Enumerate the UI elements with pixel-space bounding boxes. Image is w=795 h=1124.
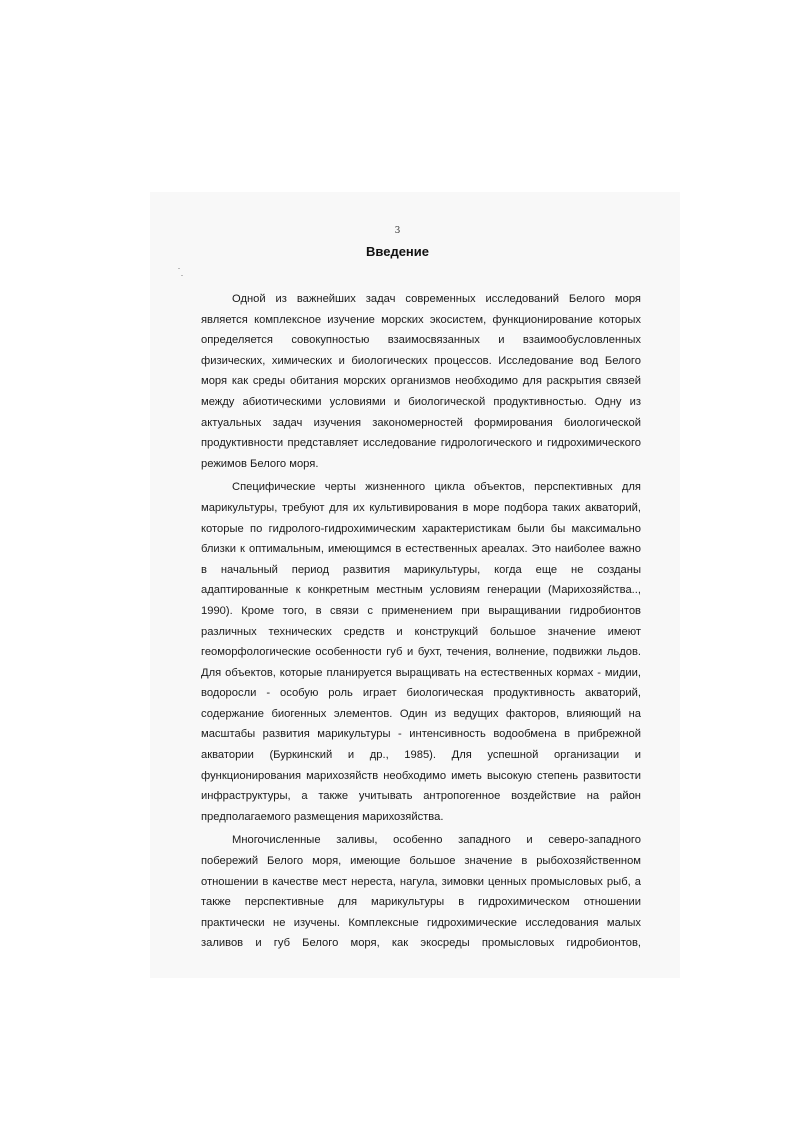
body-text [201, 289, 641, 954]
text-line: геоморфологические особенности губ и бухт, течения, волнение, подвижки льдов. [201, 646, 641, 659]
text-line: также перспективные для марикультуры в гидрохимическом отношении [201, 896, 641, 909]
text-line: побережий Белого моря, имеющие большое значение в рыбохозяйственном [201, 855, 641, 868]
text-line: является комплексное изучение морских экосистем, функционирование которых [201, 313, 641, 326]
page-number: 3 [394, 226, 401, 236]
text-line: адаптированные к конкретным местным условиям генерации (Марихозяйства.., [201, 584, 641, 597]
text-line: инфраструктуры, а также учитывать антропогенное воздействие на район [201, 790, 641, 803]
text-line: определяется совокупностью взаимосвязанных и взаимообусловленных [201, 334, 641, 347]
text-line: продуктивности представляет исследование гидрологического и гидрохимического [201, 437, 641, 450]
text-line: водоросли - особую роль играет биологическая продуктивность акваторий, [201, 687, 641, 700]
text-line: Для объектов, которые планируется выращивать на естественных кормах - мидии, [201, 666, 641, 679]
text-line: предполагаемого размещения марихозяйства. [201, 810, 444, 823]
scan-speck [181, 275, 183, 276]
text-line: в начальный период развития марикультуры, когда еще не созданы [201, 563, 641, 576]
text-line: Одной из важнейших задач современных исследований Белого моря [232, 293, 641, 305]
text-line: моря как среды обитания морских организмов необходимо для раскрытия связей [201, 375, 641, 388]
text-line: заливов и губ Белого моря, как экосреды промысловых гидробионтов, [201, 937, 641, 950]
text-line: между абиотическими условиями и биологической продуктивностью. Одну из [201, 395, 641, 408]
text-line: различных технических средств и конструкций большое значение имеют [201, 625, 641, 638]
text-line: отношении в качестве мест нереста, нагула, зимовки ценных промысловых рыб, а [201, 875, 641, 888]
text-line: 1990). Кроме того, в связи с применением при выращивании гидробионтов [201, 604, 641, 617]
scan-speck [178, 268, 180, 269]
text-line: режимов Белого моря. [201, 457, 319, 470]
text-line: марикультуры, требуют для их культивирования в море подбора таких акваторий, [201, 501, 641, 514]
text-line: масштабы развития марикультуры - интенсивность водообмена в прибрежной [201, 728, 641, 741]
text-line: близки к оптимальным, имеющимся в естественных ареалах. Это наиболее важно [201, 543, 641, 556]
text-line: которые по гидролого-гидрохимическим характеристикам были бы максимально [201, 522, 641, 535]
text-line: Многочисленные заливы, особенно западного и северо-западного [232, 834, 641, 847]
text-line: актуальных задач изучения закономерностей формирования биологической [201, 416, 641, 429]
text-line: практически не изучены. Комплексные гидрохимические исследования малых [201, 916, 641, 929]
text-line: физических, химических и биологических процессов. Исследование вод Белого [201, 354, 641, 367]
text-line: акватории (Буркинский и др., 1985). Для успешной организации и [201, 749, 641, 762]
page-title: Введение [366, 244, 429, 259]
text-line: Специфические черты жизненного цикла объектов, перспективных для [232, 481, 641, 494]
text-line: содержание биогенных элементов. Один из ведущих факторов, влияющий на [201, 707, 641, 720]
text-line: функционирования марихозяйств необходимо иметь высокую степень развитости [201, 769, 641, 782]
